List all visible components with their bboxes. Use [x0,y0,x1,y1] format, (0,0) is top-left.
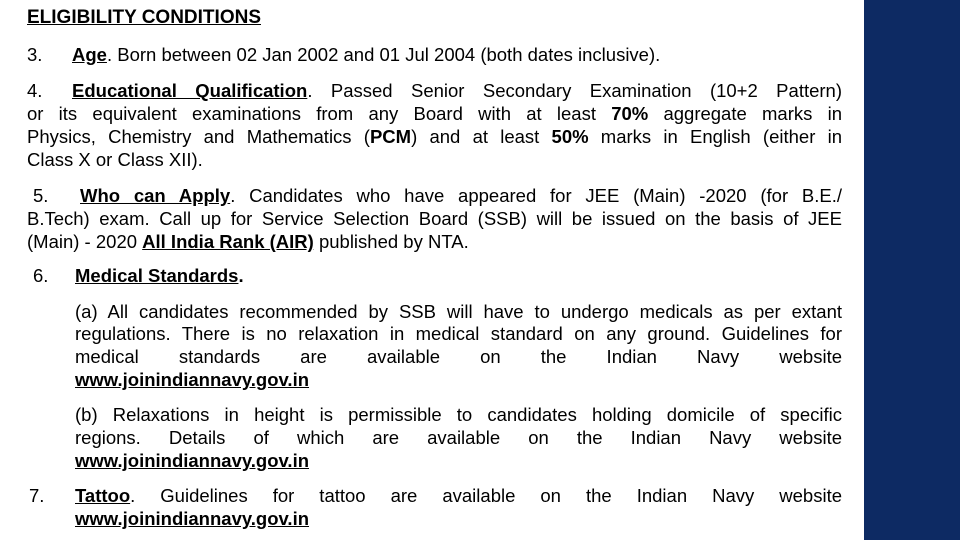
tattoo-title: Tattoo [75,485,131,506]
medical-a-link-line [75,368,842,391]
medical-heading [27,264,842,287]
medical-b-link-line [75,449,842,472]
apply-line-1 [27,184,842,207]
age-number: 3. [27,44,43,65]
edu-line-1-text: . Passed Senior Secondary Examination (10+2 Pattern) [307,80,842,101]
apply-line-3-text-c: published by NTA. [313,231,469,252]
edu-line-3-text-c: ) and at least [411,126,552,147]
age-title: Age [72,44,107,65]
age-paragraph [27,43,842,66]
edu-line-3-text-e: marks in English (either in [588,126,843,147]
section-heading: ELIGIBILITY CONDITIONS [27,7,261,28]
edu-pcm: PCM [369,126,412,147]
tattoo-link-line [75,507,842,530]
edu-number: 4. [27,80,43,101]
edu-aggregate-marks: 70% [611,103,649,124]
medical-a-line-2: regulations. There is no relaxation in medical standard on any ground. Guidelines for [75,323,842,344]
apply-title: Who can Apply [80,185,231,206]
apply-air: All India Rank (AIR) [142,231,314,252]
medical-title: Medical Standards [75,265,239,286]
medical-a-line-3: medical standards are available on the Indian Navy website [75,346,842,367]
age-text: . Born between 02 Jan 2002 and 01 Jul 2004 (both dates inclusive). [106,44,661,65]
medical-b-line-1: (b) Relaxations in height is permissible to candidates holding domicile of specific [75,404,842,425]
tattoo-line-1 [27,484,842,507]
apply-number: 5. [33,185,49,206]
medical-b-line-2: regions. Details of which are available on the Indian Navy website [75,427,842,448]
medical-a-link[interactable]: www.joinindiannavy.gov.in [75,369,310,390]
medical-a-line-1: (a) All candidates recommended by SSB will have to undergo medicals as per extant [75,301,842,322]
edu-line-2-text-c: aggregate marks in [648,103,842,124]
edu-line-3-text-a: Physics, Chemistry and Mathematics ( [27,126,370,147]
medical-number: 6. [33,265,49,286]
edu-line-1 [27,79,842,102]
edu-english-marks: 50% [551,126,589,147]
edu-line-2-text-a: or its equivalent examinations from any Board with at least [27,103,612,124]
apply-line-1-text: . Candidates who have appeared for JEE (Main) -2020 (for B.E./ [230,185,842,206]
apply-line-2: B.Tech) exam. Call up for Service Selection Board (SSB) will be issued on the basis of JEE [27,208,842,229]
edu-line-3 [27,125,842,148]
edu-title: Educational Qualification [72,80,308,101]
tattoo-line-1-text: . Guidelines for tattoo are available on the Indian Navy website [130,485,842,506]
tattoo-number: 7. [29,485,45,506]
medical-b-link[interactable]: www.joinindiannavy.gov.in [75,450,310,471]
side-panel [864,0,960,540]
edu-line-4: Class X or Class XII). [27,149,203,170]
apply-line-3-text-a: (Main) - 2020 [27,231,143,252]
tattoo-link[interactable]: www.joinindiannavy.gov.in [75,508,310,529]
medical-title-dot: . [238,265,244,286]
apply-line-3 [27,230,842,253]
edu-line-2 [27,102,842,125]
